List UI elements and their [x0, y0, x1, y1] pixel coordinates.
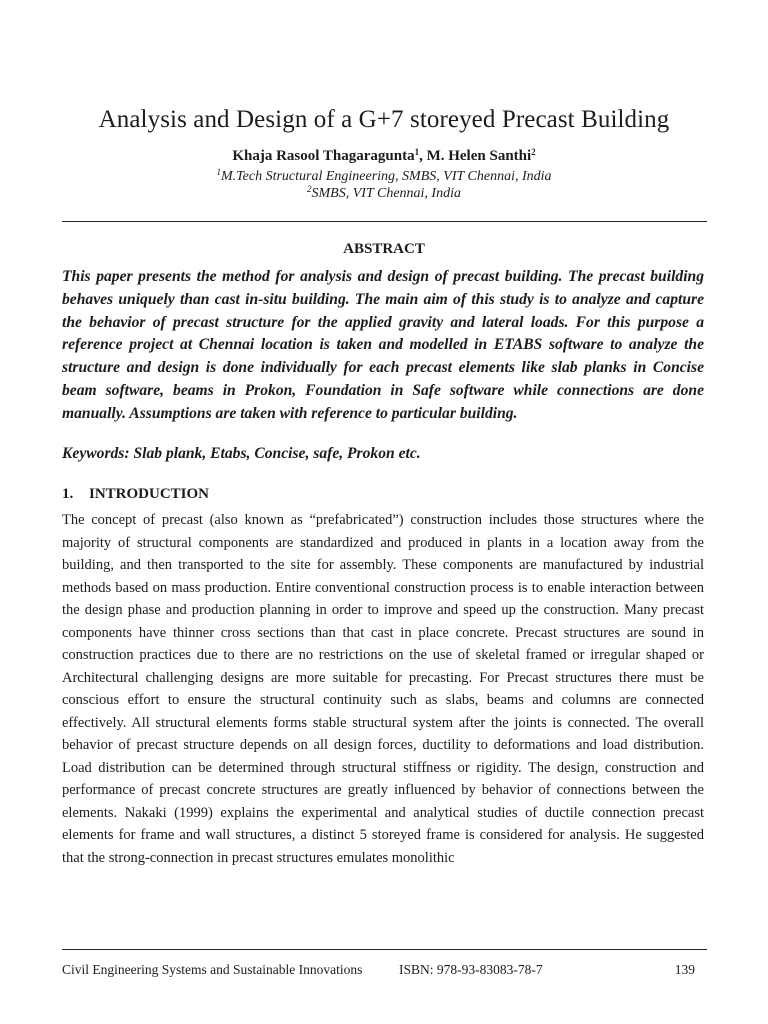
abstract-heading: ABSTRACT [343, 241, 425, 257]
paper-title: Analysis and Design of a G+7 storeyed Precast Building [98, 106, 670, 133]
abstract-text: This paper presents the method for analysis and design of precast building. The precast building behaves uniquely than cast in-situ building. The main aim of this study is to analyze and capture the behavior of precast structure for the applied gravity and lateral loads. For this purpose a reference project at Chennai location is taken and modelled in ETABS software to analyze the structure and design is done individually for each precast elements like slab planks in Concise beam software, beams in Prokon, Foundation in Safe software while connections are done manually. Assumptions are taken with reference to particular building. [62, 268, 704, 422]
affiliation-2 [0, 186, 768, 202]
affiliation-marker: 1 [216, 167, 221, 177]
keywords: Keywords: Slab plank, Etabs, Concise, safe, Prokon etc. [62, 445, 421, 462]
page-footer [62, 962, 707, 980]
author-name: Khaja Rasool Thagaragunta [232, 148, 415, 164]
affiliation-marker: 2 [307, 184, 312, 194]
author-separator: , [419, 148, 427, 164]
affiliation-1 [0, 169, 768, 185]
footer-isbn: ISBN: 978-93-83083-78-7 [399, 962, 543, 977]
section-heading [62, 486, 209, 503]
section-body-text: The concept of precast (also known as “prefabricated”) construction includes those structures where the majority of structural components are standardized and produced in plants in a location away from the building, and then transported to the site for assembly. These components are manufactured by industrial methods based on mass production. Entire conventional construction process is to enable interaction between the design phase and production planning in order to improve and speed up the construction. Many precast components have thinner cross sections than that cast in place concrete. Precast structures are sound in construction practices due to there are no restrictions on the use of skeletal framed or irregular shaped or Architectural challenging designs are more suitable for precasting. For Precast structures there must be conscious effort to ensure the structural continuity such as slabs, beams and columns are connected effectively. All structural elements forms stable structural system after the joints is connected. The overall behavior of precast structure depends on all design forces, ductility to deformations and load distribution. Load distribution can be determined through structural stiffness or rigidity. The design, construction and performance of precast concrete structures are greatly influenced by behavior of connections between the elements. Nakaki (1999) explains the experimental and analytical studies of ductile connection precast elements for frame and wall structures, a distinct 5 storeyed frame is considered for analysis. He suggested that the strong-connection in precast structures emulates monolithic [62, 512, 704, 866]
author-affiliation-marker: 2 [531, 147, 536, 157]
section-title: INTRODUCTION [89, 486, 210, 502]
affiliation-text: SMBS, VIT Chennai, India [311, 186, 461, 201]
author-affiliation-marker: 1 [414, 147, 420, 157]
footer-divider [62, 949, 707, 950]
header-divider [62, 221, 707, 222]
author-name: M. Helen Santhi [426, 148, 532, 164]
page-number: 139 [674, 962, 695, 977]
section-number: 1. [62, 486, 74, 502]
affiliation-text: M.Tech Structural Engineering, SMBS, VIT Chennai, India [220, 169, 552, 184]
footer-journal-name: Civil Engineering Systems and Sustainable Innovations [62, 962, 363, 977]
author-line [0, 148, 768, 165]
